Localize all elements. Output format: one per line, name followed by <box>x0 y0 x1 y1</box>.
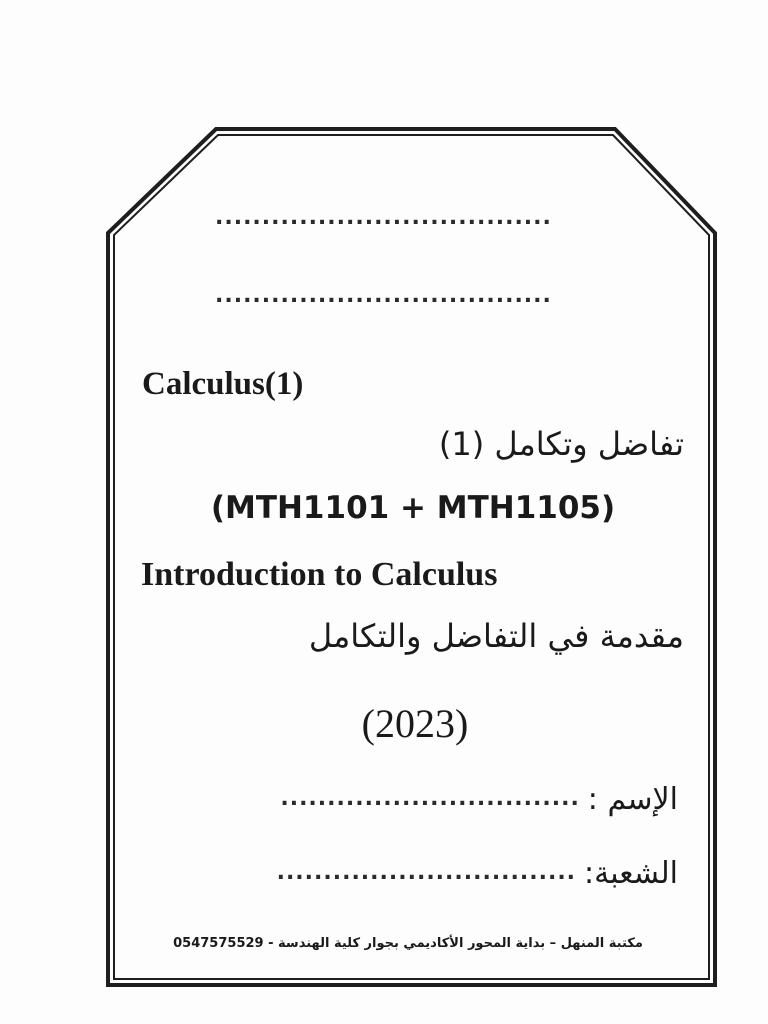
section-label: الشعبة: <box>584 856 678 891</box>
course-codes: (MTH1101 + MTH1105) <box>210 490 616 526</box>
course-title-english: Calculus(1) <box>142 366 304 402</box>
section-field <box>228 856 678 891</box>
subtitle-english: Introduction to Calculus <box>141 556 498 593</box>
subtitle-arabic: مقدمة في التفاضل والتكامل <box>308 617 684 655</box>
name-blank: ................................ <box>280 786 580 811</box>
footer-bookstore-info: مكتبة المنهل – بداية المحور الأكاديمي بجوار كلية الهندسة - 0547575529 <box>173 936 643 951</box>
year-label: (2023) <box>361 701 469 746</box>
blank-line-1: .................................... <box>215 205 552 230</box>
course-title-arabic: تفاضل وتكامل (1) <box>438 425 684 463</box>
section-blank: ................................ <box>276 860 577 885</box>
name-field <box>228 782 678 817</box>
blank-line-2: .................................... <box>215 283 552 308</box>
name-label: الإسم : <box>587 782 678 817</box>
